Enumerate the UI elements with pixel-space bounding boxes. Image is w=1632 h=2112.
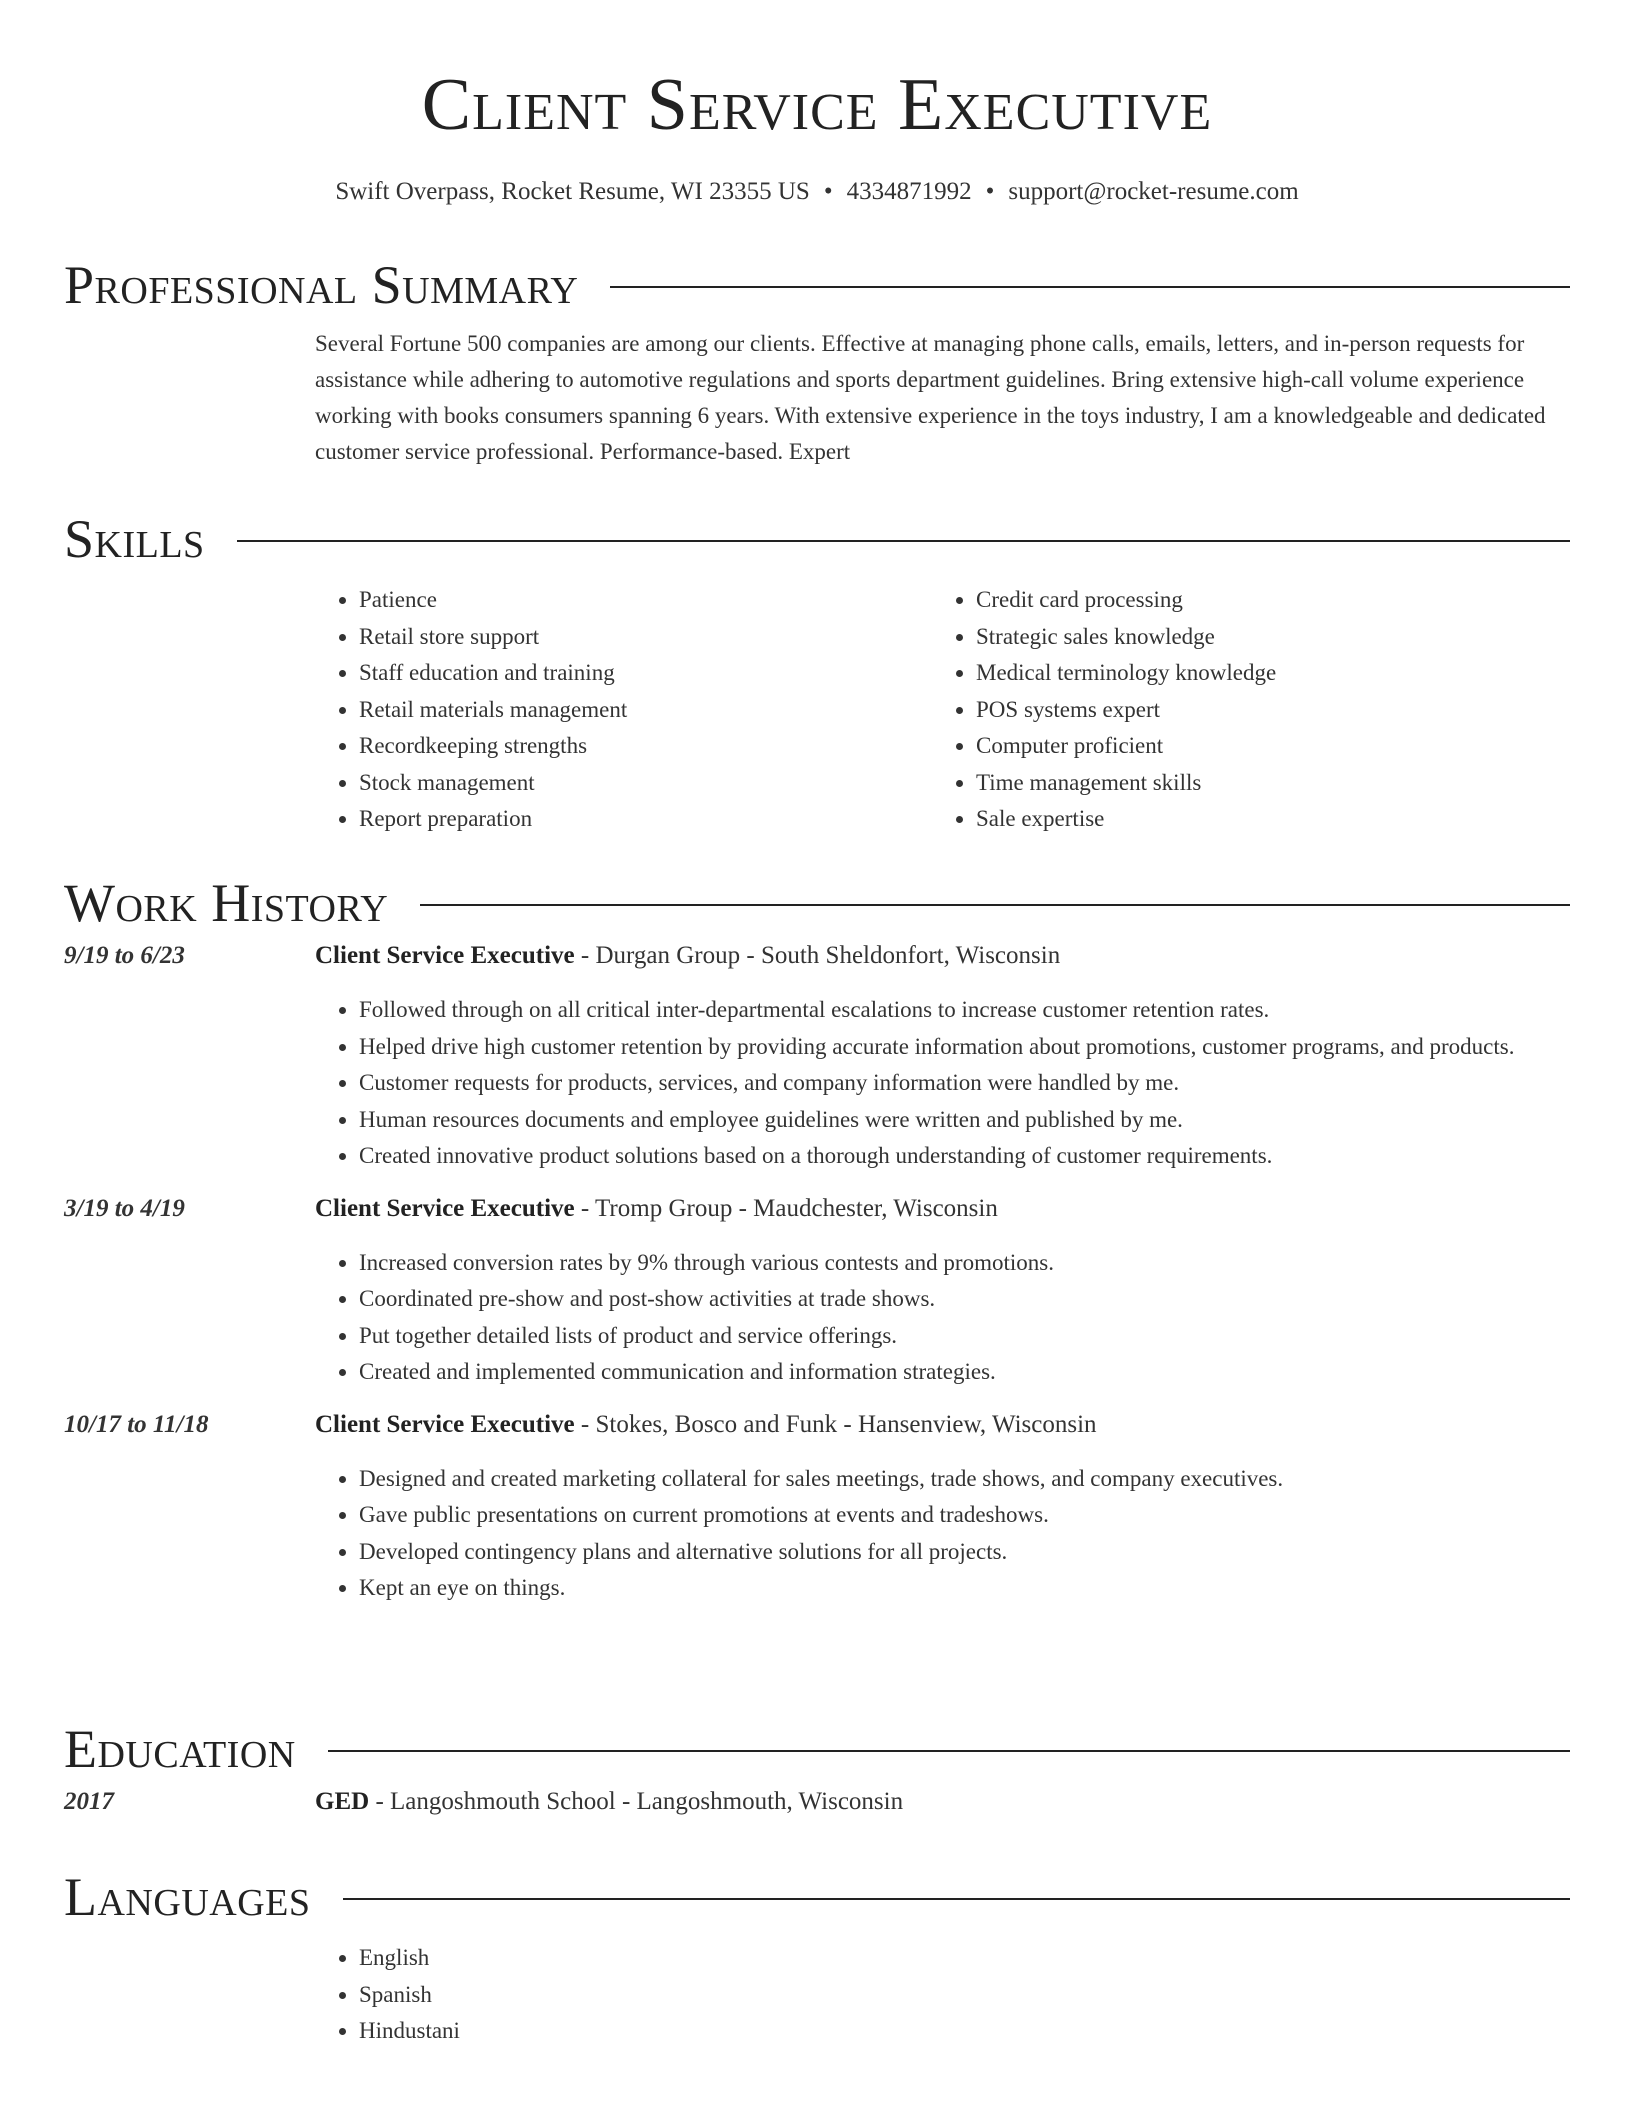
job-bullet: • Gave public presentations on current promotions at events and tradeshows.	[359, 1497, 1570, 1534]
skill-item: • Staff education and training	[359, 655, 932, 692]
languages-section	[64, 1862, 1570, 2050]
job-bullet: • Developed contingency plans and alternative solutions for all projects.	[359, 1534, 1570, 1571]
resume-name: Client Service Executive	[421, 64, 1213, 146]
skills-column-right	[932, 582, 1549, 838]
job-role: Client Service Executive	[315, 942, 575, 969]
job-bullet: • Put together detailed lists of product and service offerings.	[359, 1318, 1570, 1355]
job-bullet: • Created and implemented communication and information strategies.	[359, 1354, 1570, 1391]
summary-heading	[64, 250, 1570, 320]
skill-item: • Retail materials management	[359, 692, 932, 729]
job-dates: 3/19 to 4/19	[64, 1194, 185, 1222]
languages-title: Languages	[64, 1867, 311, 1927]
job-details: - Durgan Group - South Sheldonfort, Wisconsin	[574, 942, 1061, 969]
job-entry	[64, 1411, 1570, 1607]
section-divider	[328, 1750, 1570, 1752]
job-role: Client Service Executive	[315, 1194, 575, 1222]
education-year: 2017	[64, 1788, 114, 1815]
contact-email: support@rocket-resume.com	[1008, 178, 1299, 205]
summary-text: Several Fortune 500 companies are among our clients. Effective at managing phone calls, emails, letters, and in-person requests for assistance while adhering to automotive regulations and sports department guidelines. Bring extensive high-call volume experience working with books consumers spanning 6 years. With extensive experience in the toys industry, I am a knowledgeable and dedicated customer service professional. Performance-based. Expert	[315, 331, 1546, 464]
skill-item: • Strategic sales knowledge	[976, 619, 1549, 656]
skill-item: • Computer proficient	[976, 728, 1549, 765]
skill-item: • Recordkeeping strengths	[359, 728, 932, 765]
job-bullet: • Followed through on all critical inter-departmental escalations to increase customer retention rates.	[359, 992, 1570, 1029]
skill-item: • Medical terminology knowledge	[976, 655, 1549, 692]
job-title-line	[315, 1411, 1097, 1439]
education-line	[315, 1788, 903, 1816]
job-details: - Tromp Group - Maudchester, Wisconsin	[574, 1194, 998, 1222]
job-dates: 9/19 to 6/23	[64, 942, 185, 969]
contact-address: Swift Overpass, Rocket Resume, WI 23355 US	[335, 178, 810, 205]
job-bullet: • Designed and created marketing collateral for sales meetings, trade shows, and company executives.	[359, 1461, 1570, 1498]
skill-item: • Patience	[359, 582, 932, 619]
contact-separator: •	[823, 178, 833, 205]
job-bullets	[315, 1245, 1570, 1391]
language-item: • Spanish	[359, 1977, 1570, 2014]
education-heading	[64, 1714, 1570, 1784]
job-entry	[64, 942, 1570, 1175]
skills-heading	[64, 504, 1570, 574]
job-entry	[64, 1195, 1570, 1391]
skills-column-left	[315, 582, 932, 838]
job-role: Client Service Executive	[315, 1410, 575, 1438]
job-bullet: • Created innovative product solutions based on a thorough understanding of customer requirements.	[359, 1138, 1570, 1175]
skill-item: • Time management skills	[976, 765, 1549, 802]
work-heading	[64, 868, 1570, 938]
skill-item: • Stock management	[359, 765, 932, 802]
education-degree: GED	[315, 1788, 370, 1815]
contact-separator: •	[985, 178, 995, 205]
job-bullets	[315, 992, 1570, 1175]
work-section	[64, 868, 1570, 1607]
job-bullet: • Increased conversion rates by 9% through various contests and promotions.	[359, 1245, 1570, 1282]
language-item: • English	[359, 1940, 1570, 1977]
job-details: - Stokes, Bosco and Funk - Hansenview, Wisconsin	[574, 1410, 1097, 1438]
skill-item: • Report preparation	[359, 801, 932, 838]
skills-section	[64, 504, 1570, 838]
skills-title: Skills	[64, 509, 205, 569]
skills-list	[315, 582, 1570, 838]
job-bullets	[315, 1461, 1570, 1607]
section-divider	[420, 904, 1570, 906]
skill-item: • Credit card processing	[976, 582, 1549, 619]
job-bullet: • Kept an eye on things.	[359, 1570, 1570, 1607]
education-title: Education	[64, 1719, 296, 1779]
education-section	[64, 1714, 1570, 1832]
skill-item: • POS systems expert	[976, 692, 1549, 729]
summary-title: Professional Summary	[64, 255, 579, 315]
section-divider	[237, 540, 1570, 542]
skill-item: • Sale expertise	[976, 801, 1549, 838]
section-divider	[610, 286, 1570, 288]
job-bullet: • Customer requests for products, services, and company information were handled by me.	[359, 1065, 1570, 1102]
job-title-line	[315, 942, 1060, 970]
skill-item: • Retail store support	[359, 619, 932, 656]
languages-heading	[64, 1862, 1570, 1932]
job-title-line	[315, 1195, 998, 1223]
job-dates: 10/17 to 11/18	[64, 1410, 209, 1438]
section-divider	[343, 1898, 1571, 1900]
work-title: Work History	[64, 873, 389, 933]
job-bullet: • Helped drive high customer retention by providing accurate information about promotions, customer programs, and products.	[359, 1029, 1570, 1066]
contact-line	[64, 176, 1570, 208]
summary-section	[64, 250, 1570, 470]
job-bullet: • Human resources documents and employee guidelines were written and published by me.	[359, 1102, 1570, 1139]
languages-list	[315, 1940, 1570, 2050]
job-bullet: • Coordinated pre-show and post-show activities at trade shows.	[359, 1281, 1570, 1318]
contact-phone: 4334871992	[846, 178, 972, 205]
language-item: • Hindustani	[359, 2013, 1570, 2050]
education-details: - Langoshmouth School - Langoshmouth, Wisconsin	[369, 1788, 904, 1815]
